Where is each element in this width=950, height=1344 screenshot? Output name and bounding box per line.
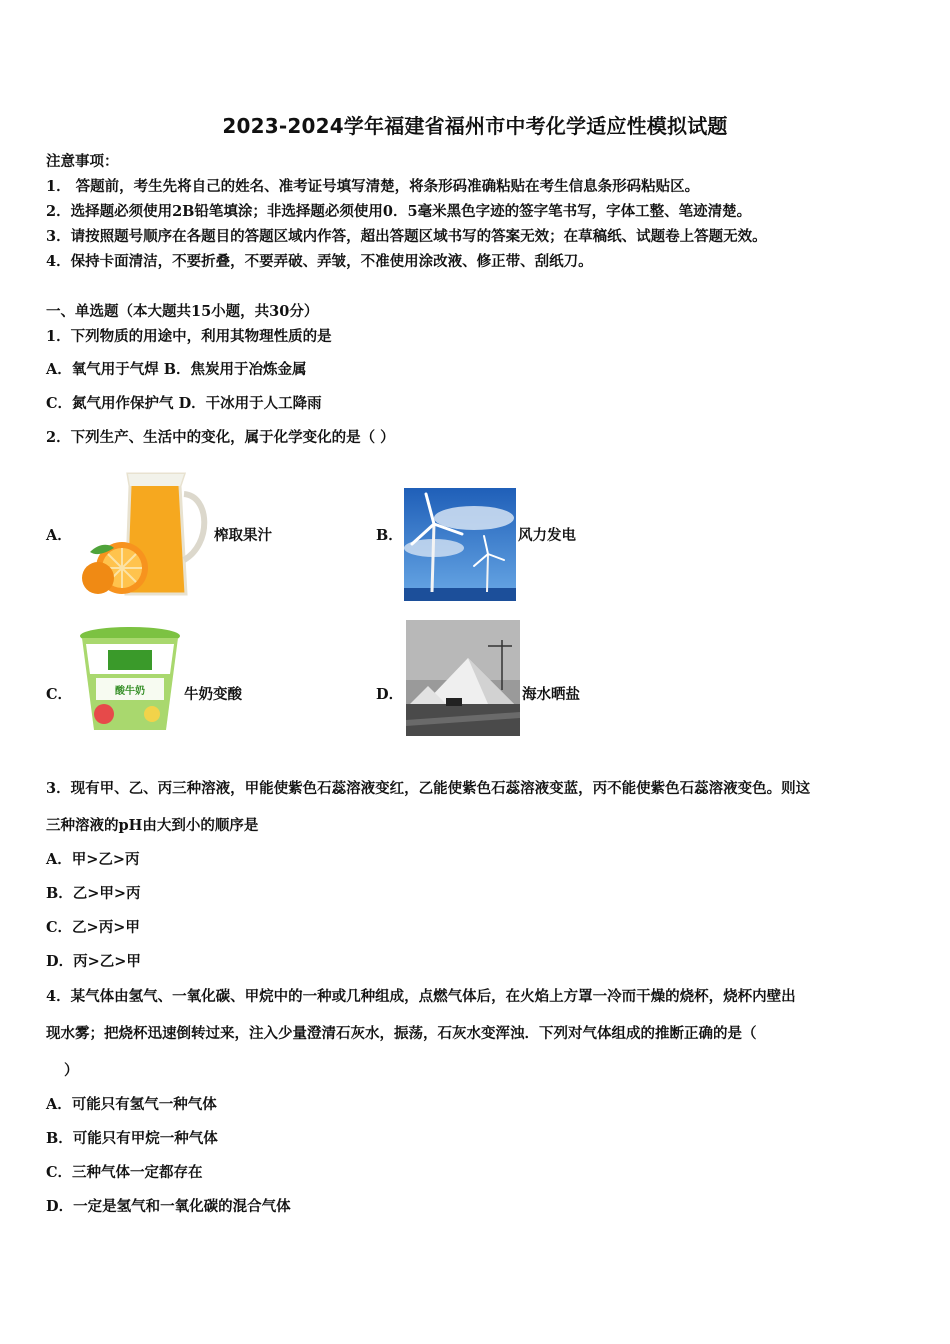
q2-option-d-label: D． (376, 686, 404, 703)
yogurt-cup-image (78, 626, 182, 736)
page-title: 2023-2024学年福建省福州市中考化学适应性模拟试题 (222, 114, 728, 138)
q2-option-d-caption: 海水晒盐 (522, 686, 580, 703)
q1-stem: 1．下列物质的用途中，利用其物理性质的是 (46, 328, 332, 345)
q4-stem-line2: 现水雾；把烧杯迅速倒转过来，注入少量澄清石灰水，振荡，石灰水变浑浊．下列对气体组成的推断正确的是（ (46, 1025, 757, 1042)
notice-heading: 注意事项： (46, 153, 119, 170)
q3-stem-line2: 三种溶液的pH由大到小的顺序是 (46, 817, 259, 834)
q2-option-b-label: B． (376, 527, 403, 544)
notice-item-3: 3．请按照题号顺序在各题目的答题区域内作答，超出答题区域书写的答案无效；在草稿纸、试题卷上答题无效。 (46, 228, 767, 245)
q2-option-c-label: C． (46, 686, 73, 703)
q4-option-a: A．可能只有氢气一种气体 (46, 1096, 217, 1113)
q3-option-b: B．乙>甲>丙 (46, 885, 141, 902)
q2-option-a-caption: 榨取果汁 (214, 527, 272, 544)
q2-option-a-label: A． (46, 527, 72, 544)
q3-option-a: A．甲>乙>丙 (46, 851, 140, 868)
q1-options-row2: C．氮气用作保护气 D．干冰用于人工降雨 (46, 395, 322, 412)
sea-salt-image (406, 620, 520, 736)
q2-option-b-caption: 风力发电 (518, 527, 576, 544)
q3-option-c: C．乙>丙>甲 (46, 919, 140, 936)
q2-option-c-caption: 牛奶变酸 (184, 686, 242, 703)
q3-stem-line1: 3．现有甲、乙、丙三种溶液，甲能使紫色石蕊溶液变红，乙能使紫色石蕊溶液变蓝，丙不能使紫色石蕊溶液变色。则这 (46, 780, 811, 797)
q2-stem: 2．下列生产、生活中的变化，属于化学变化的是（ ） (46, 429, 395, 446)
notice-item-1: 1． 答题前，考生先将自己的姓名、准考证号填写清楚，将条形码准确粘贴在考生信息条形码粘贴区。 (46, 178, 700, 195)
section-heading: 一、单选题（本大题共15小题，共30分） (46, 303, 319, 320)
q4-option-d: D．一定是氢气和一氧化碳的混合气体 (46, 1198, 291, 1215)
q4-option-b: B．可能只有甲烷一种气体 (46, 1130, 218, 1147)
q4-stem-line3: ） (64, 1062, 79, 1079)
wind-turbine-image (404, 488, 516, 601)
q3-option-d: D．丙>乙>甲 (46, 953, 141, 970)
q1-options-row1: A．氧气用于气焊 B．焦炭用于冶炼金属 (46, 361, 307, 378)
juice-image (80, 464, 212, 598)
notice-item-4: 4．保持卡面清洁，不要折叠，不要弄破、弄皱，不准使用涂改液、修正带、刮纸刀。 (46, 253, 593, 270)
yogurt-label-text: 酸牛奶 (115, 686, 145, 697)
notice-item-2: 2．选择题必须使用2B铅笔填涂；非选择题必须使用0．5毫米黑色字迹的签字笔书写，字体工整、笔迹清楚。 (46, 203, 752, 220)
q4-stem-line1: 4．某气体由氢气、一氧化碳、甲烷中的一种或几种组成，点燃气体后，在火焰上方罩一冷而干燥的烧杯，烧杯内壁出 (46, 988, 796, 1005)
q4-option-c: C．三种气体一定都存在 (46, 1164, 203, 1181)
